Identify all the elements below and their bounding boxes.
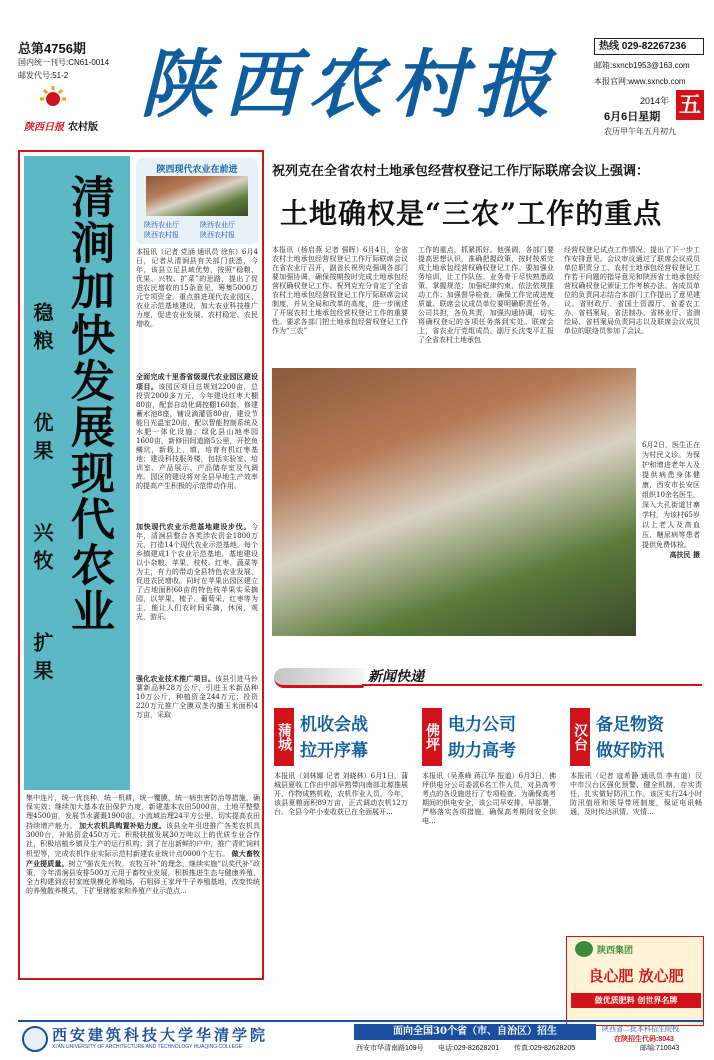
feature-body-p1 bbox=[136, 372, 258, 518]
feature-headline: 清涧加快发展现代农业 bbox=[63, 174, 114, 634]
brief-3-title-2: 做好防汛 bbox=[596, 741, 664, 761]
email: 邮箱:sxncb1953@163.com bbox=[594, 61, 690, 70]
footer-ad bbox=[18, 1020, 704, 1056]
badge-line-2: 陕西农业厅 bbox=[200, 221, 235, 229]
p4-text: 该县全年引进推广各类农机具3000台，补贴资金450万元；积极扶植发展30万吨以上的优质专业合作社，积极培植乡镇及生产的运行机构；到了在出新鲜的户中，推广青贮饲料机型等，完成农机作业实际示范村新建农业统计点0000个左右。 bbox=[26, 822, 260, 858]
brief-2-place: 佛坪 bbox=[422, 708, 442, 766]
p5-text: 树立“强农先兴牧，农牧互补”的理念，继续实施“以奖代补”政策，今年清涧县安排500万元用于畜牧业发展，积极推进生态与健康养殖，全力构建到农村家庭规模化养殖场，石咀驿王家坪牛子养殖基地，改变传统的养殖散养模式，下扩里辖能家和养殖产业示范点... bbox=[26, 860, 260, 895]
brief-3-text: 本报讯（记者 寇希静 通讯员 李有道）汉中市汉台区强化预警，健全机制，存实责任，扎实做好防汛工作。该区实行24小时防汛值班和领导带班制度，保证电讯畅通，及时传达汛情、灾情... bbox=[570, 772, 702, 816]
school-name-en: XI'AN UNIVERSITY OF ARCHITECTURE AND TECHNOLOGY HUAQING COLLEGE bbox=[52, 1044, 243, 1050]
badge-title: 陕西现代农业在前进 bbox=[156, 165, 238, 175]
lead-col-3: 经营权登记试点工作情况，提出了下一步工作安排意见。会议审议通过了联席会议成员单位职责分工、农村土地承包经营权登记工作若干问题的指导意见和陕西省土地承包经营权确权登记颁证工作考核办法。各成员单位的负责同志结合本部门工作提出了意见建议。省财政厅、省国土资源厅、省委农工办、省档案局、省法制办、省林业厅、省测绘局、省档案局负责同志以及联席会议成员单位的联络员参加了会议。 bbox=[564, 246, 700, 335]
p1-text: 该园区项目总规划2200亩，总投资2000多万元，今年建设红枣大棚80亩，配套自动化调控棚160套，修建蓄水池8座，铺设滴灌管80亩，建设节能日光温室20亩，配以智能控制系统及水肥一体化设施；绿化县山地枣园1600亩，新修田间道路5公里，开挖鱼鳞坑，新栽上、填，培育有机红枣基地；建设科技服务楼，包括实验室、培训室、产品展示、产品储存室及气调库。园区的建设将对全县早地生产效率的提高产生积极的示范带动作用。 bbox=[136, 383, 258, 490]
photo-caption bbox=[642, 440, 700, 630]
news-banner bbox=[272, 662, 702, 692]
lead-col-2: 工作的重点，抓紧抓好。他强调，各部门要提高思想认识，准确把握政策，按时按质完成土地承包经营权确权登记工作。要加强业务培训，让工作队伍、业务骨干尽快熟悉政策、掌握规范；加强纪律约束，依法依规推动工作；加强督导检查，确保工作完成进度质量。联席会议成员单位要明确职责任务，公司共担，各负其责，加强沟通协调，切实将确权登记的各项任务落到实处。联席会上，省农业厅党组成员、副厅长沈变平汇报了全省农村土地承包 bbox=[418, 246, 554, 344]
p2-title: 加快现代农业示范基地建设步伐。 bbox=[136, 522, 251, 531]
badge-photo bbox=[146, 176, 248, 216]
lunar-date: 农历甲午年五月初九 bbox=[604, 127, 676, 136]
school-address: 西安市华清南路109号 bbox=[356, 1045, 424, 1052]
p3-title: 强化农业技术推广项目。 bbox=[136, 674, 216, 683]
sub-headline-1: 稳粮 bbox=[30, 302, 54, 358]
school-logo-icon bbox=[22, 1026, 48, 1052]
clinic-photo bbox=[272, 368, 636, 636]
hotline: 热线 029-82267236 bbox=[594, 38, 704, 55]
brief-2-title-2: 助力高考 bbox=[448, 741, 516, 761]
feature-body-bottom bbox=[26, 794, 260, 978]
weekday-badge: 五 bbox=[676, 90, 704, 120]
ad-logo-icon bbox=[575, 941, 593, 957]
ad-brand: 陕西集团 bbox=[597, 945, 634, 955]
masthead bbox=[0, 0, 714, 150]
fertilizer-ad bbox=[566, 936, 704, 1026]
sub-headline-3: 兴牧 bbox=[30, 522, 54, 578]
brief-1-place: 蒲城 bbox=[274, 708, 294, 766]
badge-line-4: 陕西农村报 bbox=[200, 231, 235, 239]
edition-label: 农村版 bbox=[68, 122, 98, 133]
brief-2-text: 本报讯（吴燕峰 蒋江华 报道）6月3日，佛坪供电分公司委派6名工作人员，对县高考考点的各设施进行了专项检查。为确保高考期间的供电安全，该公司早安排，早部署，严格落实各项措施，确保高考期间安全供电... bbox=[422, 772, 556, 825]
banner-label: 新闻快递 bbox=[368, 669, 424, 685]
recruit-banner: 面向全国30个省（市、自治区）招生 bbox=[354, 1024, 596, 1040]
brief-3-place: 汉台 bbox=[570, 708, 590, 766]
brief-1 bbox=[272, 702, 410, 1042]
feature-body-p3 bbox=[136, 674, 258, 786]
lead-kicker: 祝列克在全省农村土地承包经营权登记工作厅际联席会议上强调： bbox=[272, 164, 650, 179]
feature-body-intro: 本报讯（记者 党涵 通讯员 徐东）6月4日，记者从清涧县有关部门获悉，今年，该县立足县域优势，按照“稳粮、优果、兴牧、扩菜”的思路，提出了促进农民增收的15条意见，筹集5000万元专项资金，重点推进现代农业园区、农业示范基地建设，加大农业科技推广力度，促进农业发展、农村稳定、农民增收。 bbox=[136, 248, 258, 328]
left-feature bbox=[18, 150, 264, 980]
school-postcode: 邮编:710043 bbox=[640, 1045, 680, 1052]
brief-2 bbox=[420, 702, 558, 1042]
sub-headline-4: 扩果 bbox=[30, 632, 54, 688]
modern-agri-badge bbox=[136, 158, 258, 244]
date: 6月6日星期 bbox=[604, 111, 661, 123]
p1-title: 全面完成十里香省级现代农业园区建设项目。 bbox=[136, 372, 258, 391]
badge-line-3: 陕西农村报 bbox=[144, 231, 179, 239]
sub-headline-2: 优果 bbox=[30, 412, 54, 468]
badge-line-1: 陕西农业厅 bbox=[144, 221, 179, 229]
p4-title: 加大农机具购置补贴力度。 bbox=[79, 821, 167, 830]
brief-1-title-1: 机收会战 bbox=[300, 715, 368, 735]
lead-col-1: 本报讯（杨启燕 记者 强晖）6月4日，全省农村土地承包经营权登记工作厅际联席会议在省农业厅召开，副省长祝列克强调各部门要加强协调，确保按期按时完成土地承包经营权确权登记工作。祝列克充分肯定了全省农村土地承包经营权登记工作厅际联席会议制度，并从全局和改革的高度，进一步阐述了开展农村土地承包经营权登记工作的重要性。要求各部门把土地承包经营权登记工作作为“三农” bbox=[272, 246, 408, 335]
ad-slogan: 良心肥 放心肥 bbox=[588, 967, 684, 985]
brief-3-title-1: 备足物资 bbox=[596, 715, 664, 735]
caption-text: 6月2日，医生正在为村民义诊。为保护和增进老年人及提供病患身体健康，西安市长安区组织10余名医生，深入大孔街道甘寨学村，为该村65岁以上老人及高血压、糖尿病等患者提供免费体检。 bbox=[642, 441, 700, 549]
right-note-1: 陕西省二批本科招生院校 bbox=[602, 1026, 679, 1033]
feature-body-p2 bbox=[136, 522, 258, 670]
newspaper-title: 陕西农村报 bbox=[140, 42, 560, 128]
right-note-2: 在陕招生代码:8043 bbox=[614, 1036, 674, 1043]
bottom-text: 集中连片，统一优良种，统一机耕，统一覆膜，统一病虫害防治等措施，确保实效；继续加大基本农田保护力度，新建基本农田5000亩，土地平整整理4500亩，发展节水灌溉1900亩，小流域治理24平方公里，切实提高农田持续增产能力。 bbox=[26, 794, 260, 830]
sun-logo-icon bbox=[36, 84, 70, 114]
website: 本报官网:www.sxncb.com bbox=[594, 77, 686, 86]
brief-3 bbox=[568, 702, 704, 934]
lead-headline: 土地确权是“三农”工作的重点 bbox=[280, 197, 663, 230]
postal-code: 邮发代号:51-2 bbox=[18, 71, 69, 80]
p3-text: 该县引进马铃薯新品种28万公斤，引进玉米新品种10万公斤，种植资金244万元；投资220万元推广全膜双垄沟播玉米面积4万亩，采取 bbox=[136, 675, 258, 719]
caption-credit: 高扶民 摄 bbox=[669, 550, 700, 559]
year: 2014年 bbox=[640, 96, 670, 106]
brief-1-title-2: 拉开序幕 bbox=[300, 741, 368, 761]
school-fax: 传真:029-82628205 bbox=[514, 1045, 576, 1052]
train-icon bbox=[274, 668, 364, 688]
ad-line: 做优质肥料 创世界名牌 bbox=[571, 993, 701, 1008]
issue-number: 总第4756期 bbox=[18, 41, 86, 56]
school-name: 西安建筑科技大学华清学院 bbox=[52, 1026, 269, 1044]
brand-name: 陕西日报 bbox=[24, 122, 64, 133]
sub-headlines bbox=[28, 302, 58, 762]
school-tel: 电话:029-82628201 bbox=[438, 1045, 500, 1052]
brief-2-title-1: 电力公司 bbox=[448, 715, 516, 735]
p2-text: 今年，清涧县整合各类涉农资金1800万元，打造14个现代农业示范基地，每个乡镇建成1个农业示范基地，基地建设以小杂粮、苹果、枝枝、红枣、蔬菜等为主，有力的带动全县特色农业发展，促进农民增收。同时在苹果出园区建立了占地面积60亩的特色枝苹果实采摘园，以苹果、梳子、葡萄采，红枣等为主，能让人们农时间采摘，休闲，观光，游乐。 bbox=[136, 523, 258, 621]
p5-title: 做大畜牧产业提质量。 bbox=[26, 849, 260, 868]
cn-number: 国内统一刊号:CN61-0014 bbox=[18, 58, 110, 67]
brief-1-text: 本报讯（刘林娜 记者 刘晓林）6月1日，蒲城县夏收工作由中部早熟带向南部北塬推展开，作物成熟机收，农机作业人员。今年，该县夏粮面积89万亩，正式调动农机12万台。全县今年小麦收获已在全面展开... bbox=[274, 772, 408, 816]
